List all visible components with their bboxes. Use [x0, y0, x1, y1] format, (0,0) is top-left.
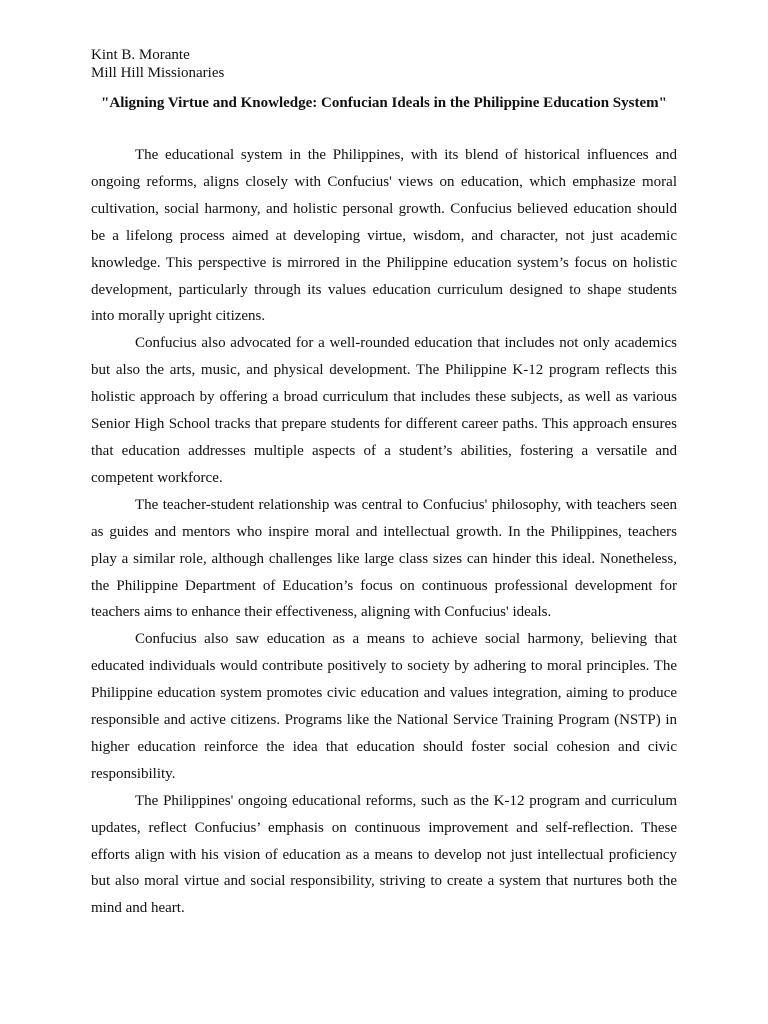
body-paragraph: The teacher-student relationship was central to Confucius' philosophy, with teachers seen as guides and mentors who inspire moral and intellectual growth. In the Philippines, teachers play a similar role, although challenges like large class sizes can hinder this ideal. Nonetheless, the Philippine Department of Education’s focus on continuous professional development for teachers aims to enhance their effectiveness, aligning with Confucius' ideals.: [91, 496, 677, 621]
author-organization: Mill Hill Missionaries: [91, 65, 225, 81]
body-paragraph: Confucius also advocated for a well-rounded education that includes not only academics but also the arts, music, and physical development. The Philippine K-12 program reflects this holistic approach by offering a broad curriculum that includes these subjects, as well as various Senior High School tracks that prepare students for different career paths. This approach ensures that education addresses multiple aspects of a student’s abilities, fostering a versatile and competent workforce.: [91, 335, 677, 486]
author-block: [91, 46, 224, 82]
author-name: Kint B. Morante: [91, 47, 190, 63]
document-title: "Aligning Virtue and Knowledge: Confucian Ideals in the Philippine Education System": [101, 95, 667, 111]
body-paragraph: The educational system in the Philippines, with its blend of historical influences and ongoing reforms, aligns closely with Confucius' views on education, which emphasize moral cultivation, social harmony, and holistic personal growth. Confucius believed education should be a lifelong process aimed at developing virtue, wisdom, and character, not just academic knowledge. This perspective is mirrored in the Philippine education system’s focus on holistic development, particularly through its values education curriculum designed to shape students into morally upright citizens.: [91, 147, 677, 325]
body-paragraph: Confucius also saw education as a means to achieve social harmony, believing that educated individuals would contribute positively to society by adhering to moral principles. The Philippine education system promotes civic education and values integration, aiming to produce responsible and active citizens. Programs like the National Service Training Program (NSTP) in higher education reinforce the idea that education should foster social cohesion and civic responsibility.: [91, 631, 677, 782]
document-body: [91, 142, 677, 922]
body-paragraph: The Philippines' ongoing educational reforms, such as the K-12 program and curriculum updates, reflect Confucius’ emphasis on continuous improvement and self-reflection. These efforts align with his vision of education as a means to develop not just intellectual proficiency but also moral virtue and social responsibility, striving to create a system that nurtures both the mind and heart.: [91, 792, 677, 917]
